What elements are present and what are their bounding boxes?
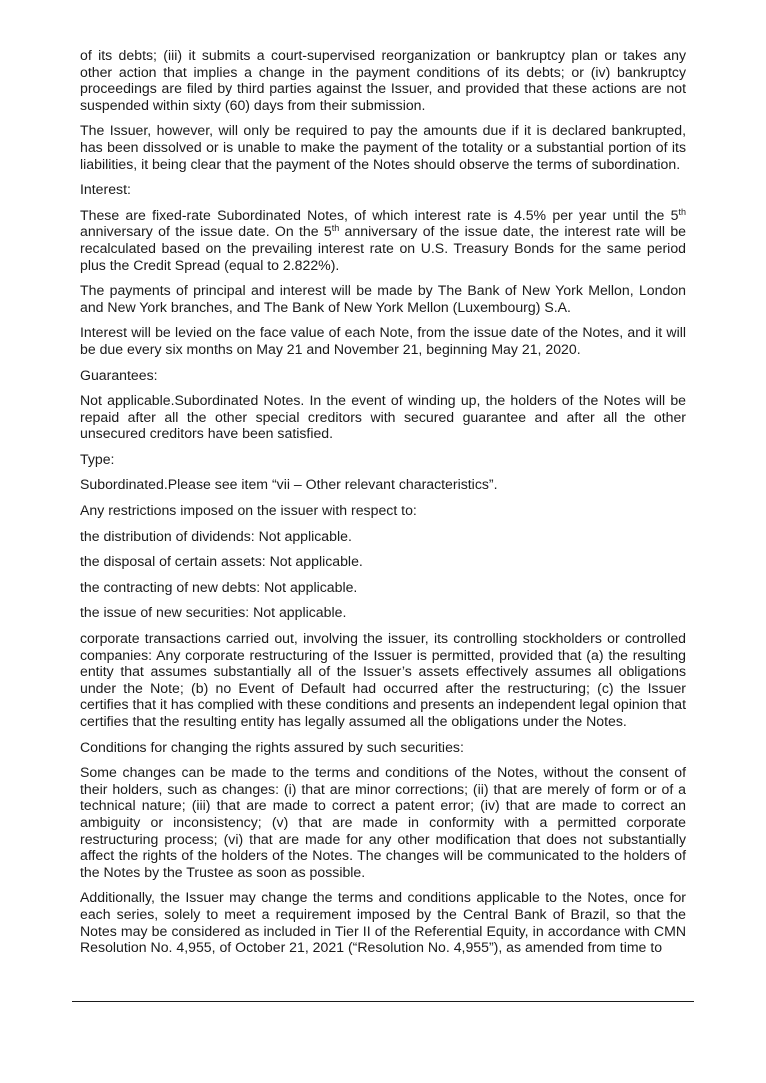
heading-interest: Interest:: [80, 181, 131, 198]
paragraph-corporate-transactions: corporate transactions carried out, involving the issuer, its controlling stockholders or controlled companies: Any corporate restructuring of the Issuer is permitted, provided that (a) the resulting entity that assumes substantially all of the Issuer’s assets effectively assumes all obligations under the Note; (b) no Event of Default had occurred after the restructuring; (c) the Issuer certifies that it has complied with these conditions and presents an independent legal opinion that certifies that the resulting entity has legally assumed all the obligations under the Notes.: [80, 630, 686, 729]
ordinal-suffix-1: th: [678, 206, 686, 217]
paragraph-interest-schedule: Interest will be levied on the face value of each Note, from the issue date of the Notes, and it will be due every six months on May 21 and November 21, beginning May 21, 2020.: [80, 324, 686, 357]
restriction-asset-disposal: the disposal of certain assets: Not applicable.: [80, 553, 363, 570]
heading-restrictions: Any restrictions imposed on the issuer with respect to:: [80, 502, 417, 519]
paragraph-central-bank-changes: Additionally, the Issuer may change the terms and conditions applicable to the Notes, once for each series, solely to meet a requirement imposed by the Central Bank of Brazil, so that the Notes may be considered as included in Tier II of the Referential Equity, in accordance with CMN Resolution No. 4,955, of October 21, 2021 (“Resolution No. 4,955”), as amended from time to: [80, 889, 686, 956]
interest-rate-text-3: anniversary of the issue date, the interest rate will be recalculated based on the prevailing interest rate on U.S. Treasury Bonds for the same period plus the Credit Spread (equal to 2.822%).: [80, 223, 686, 273]
interest-rate-text-2: anniversary of the issue date. On the 5: [80, 223, 332, 240]
paragraph-changes-without-consent: Some changes can be made to the terms and conditions of the Notes, without the consent of their holders, such as changes: (i) that are minor corrections; (ii) that are merely of form or of a technical nature; (iii) that are made to correct a patent error; (iv) that are made to correct an ambiguity or inconsistency; (v) that are made in conformity with a permitted corporate restructuring process; (vi) that are made for any other modification that does not substantially affect the rights of the holders of the Notes. The changes will be communicated to the holders of the Notes by the Trustee as soon as possible.: [80, 764, 686, 880]
document-body: [80, 47, 686, 956]
paragraph-default-events: of its debts; (iii) it submits a court-supervised reorganization or bankruptcy plan or takes any other action that implies a change in the payment conditions of its debts; or (iv) bankruptcy proceedings are filed by third parties against the Issuer, and provided that these actions are not suspended within sixty (60) days from their submission.: [80, 47, 686, 113]
restriction-dividends: the distribution of dividends: Not applicable.: [80, 527, 352, 544]
restriction-new-debts: the contracting of new debts: Not applicable.: [80, 578, 358, 595]
footer-divider: [72, 1001, 694, 1002]
paragraph-payment-obligation: The Issuer, however, will only be required to pay the amounts due if it is declared bankrupted, has been dissolved or is unable to make the payment of the totality or a substantial portion of its liabilities, it being clear that the payment of the Notes should observe the terms of subordination.: [80, 122, 686, 172]
restriction-new-securities: the issue of new securities: Not applicable.: [80, 604, 347, 621]
paragraph-type: Subordinated.Please see item “vii – Other relevant characteristics”.: [80, 476, 498, 493]
heading-type: Type:: [80, 450, 115, 467]
paragraph-interest-rate: [80, 207, 686, 273]
paragraph-paying-agents: The payments of principal and interest will be made by The Bank of New York Mellon, London and New York branches, and The Bank of New York Mellon (Luxembourg) S.A.: [80, 282, 686, 315]
paragraph-guarantees: Not applicable.Subordinated Notes. In the event of winding up, the holders of the Notes will be repaid after all the other special creditors with secured guarantee and after all the other unsecured creditors have been satisfied.: [80, 392, 686, 442]
heading-guarantees: Guarantees:: [80, 366, 158, 383]
heading-conditions-changing-rights: Conditions for changing the rights assured by such securities:: [80, 738, 464, 755]
ordinal-suffix-2: th: [331, 223, 340, 234]
interest-rate-text-1: These are fixed-rate Subordinated Notes, of which interest rate is 4.5% per year until the 5: [80, 206, 679, 223]
